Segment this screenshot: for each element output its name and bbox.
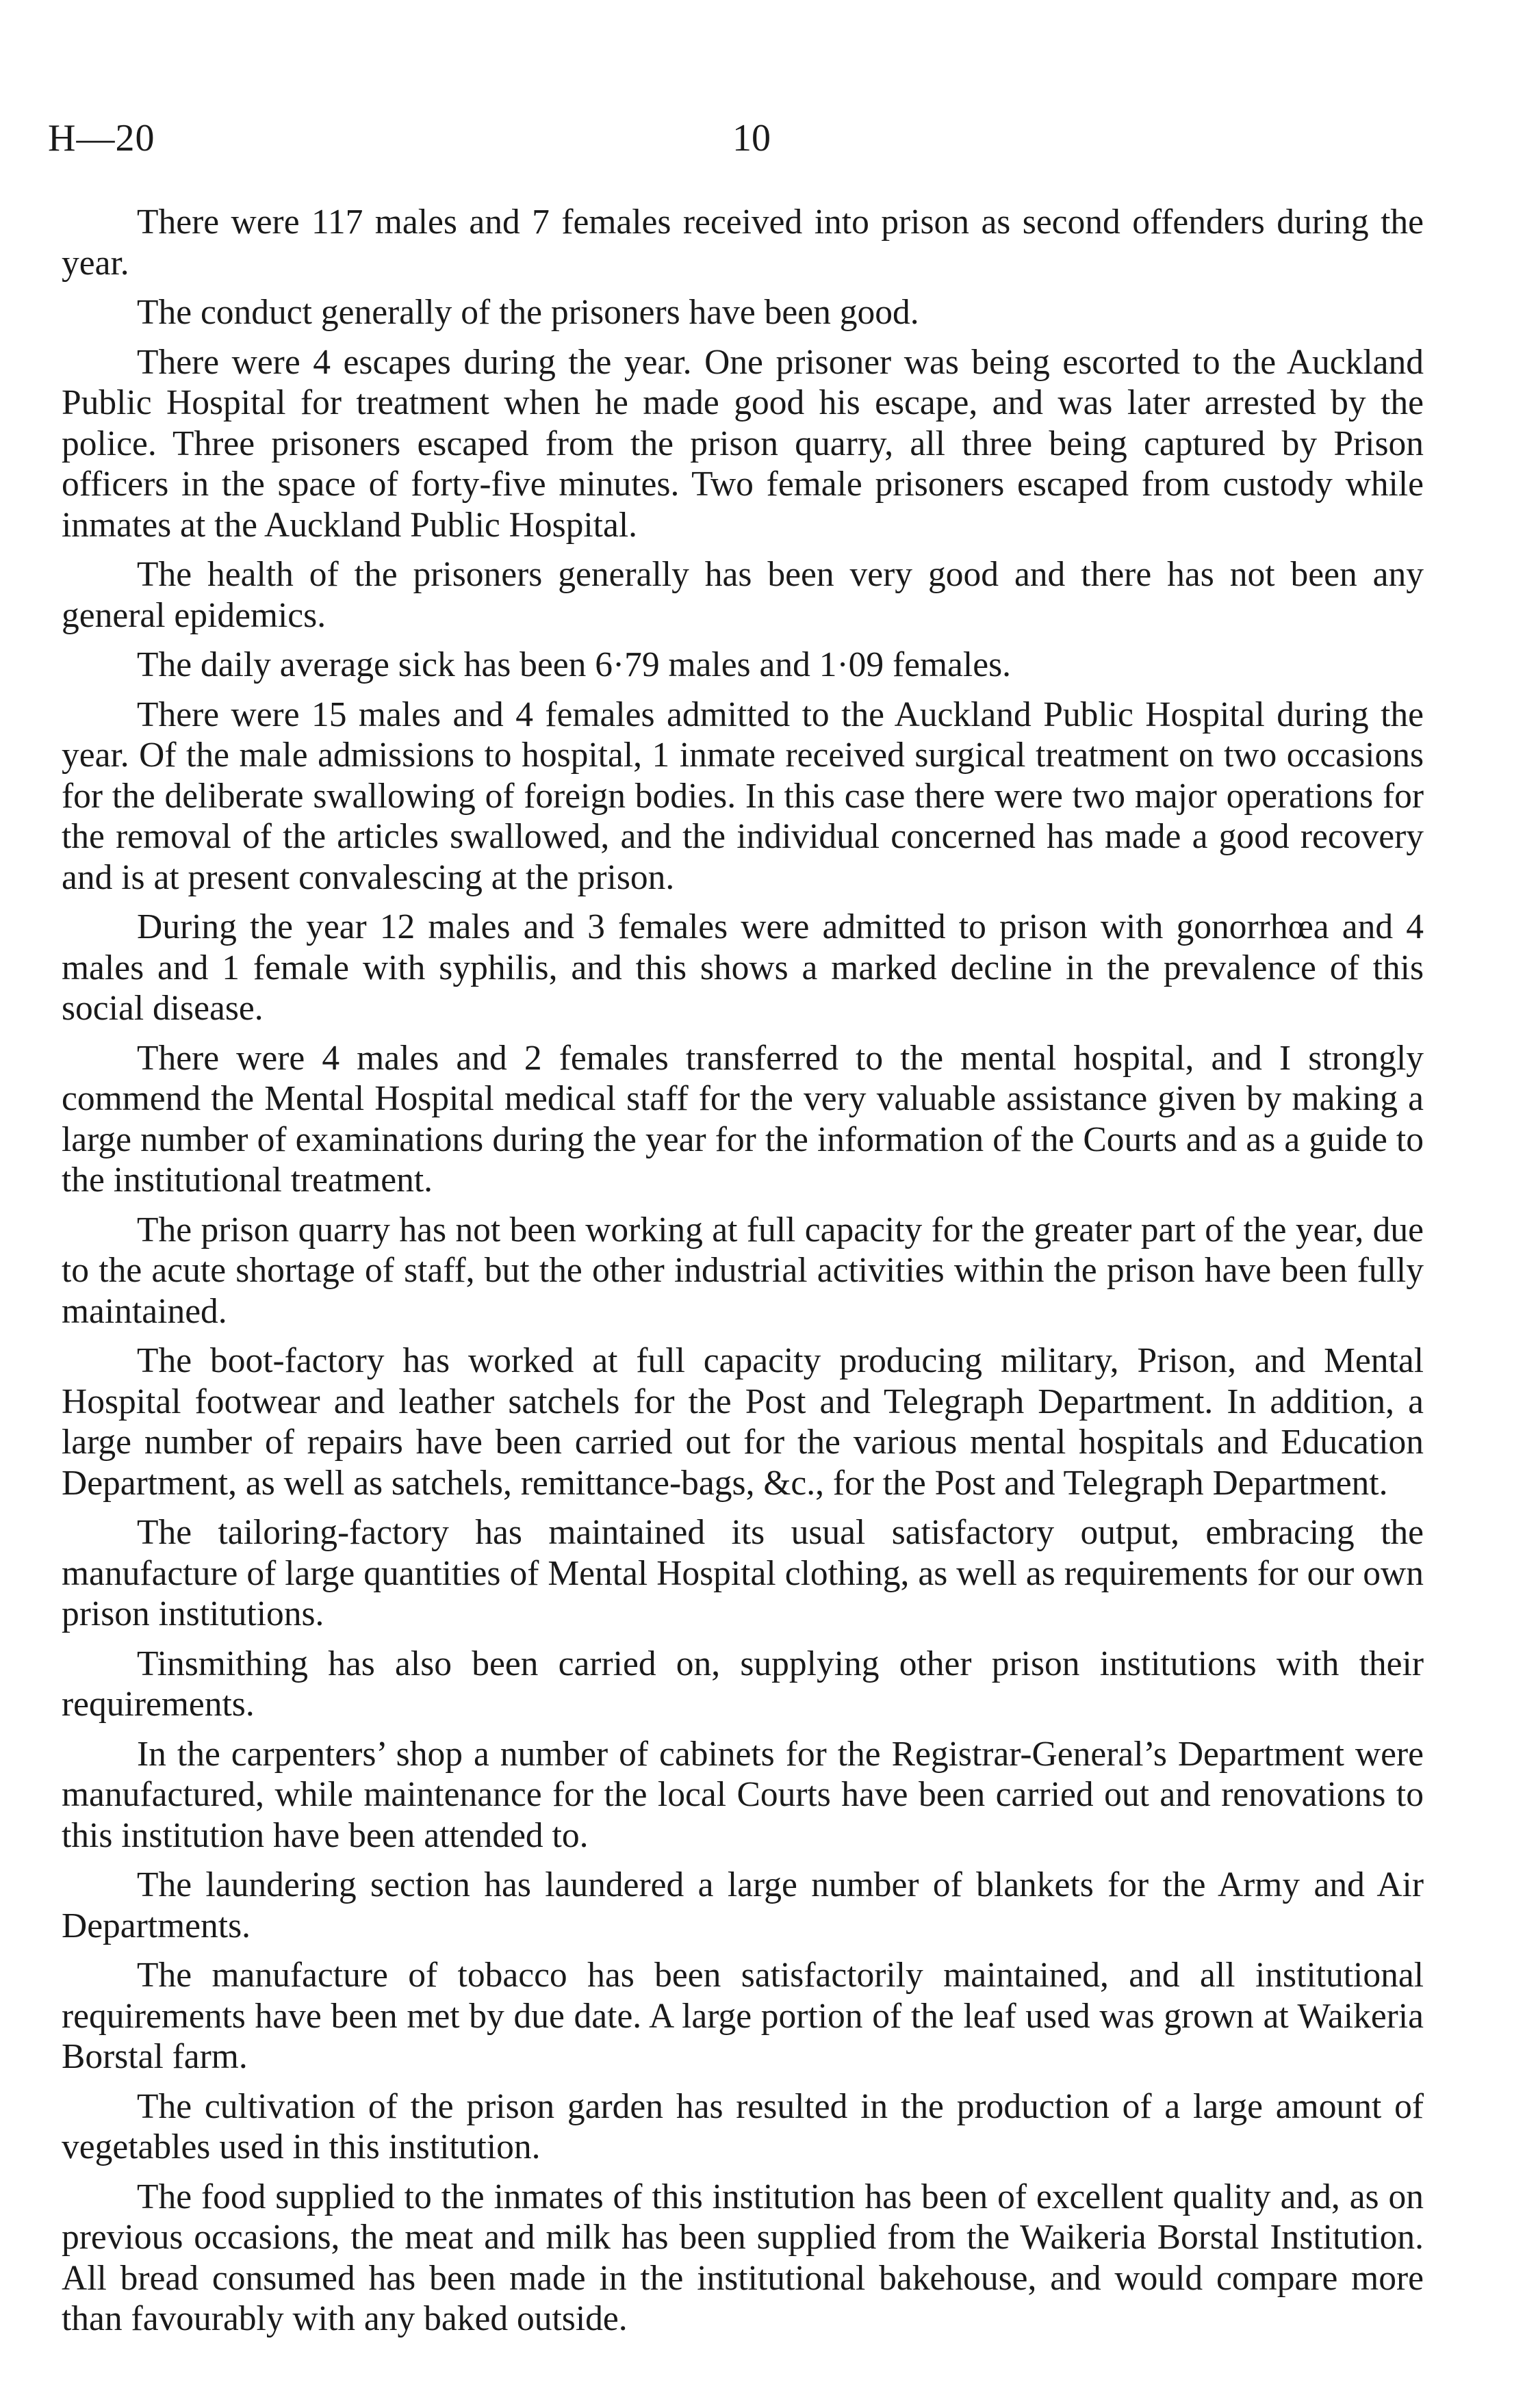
paragraph-conduct: The conduct generally of the prisoners have been good. <box>137 293 919 332</box>
paragraph-second-offenders: There were 117 males and 7 females received into prison as second offenders during the year. <box>62 203 1424 283</box>
paragraph-tinsmithing: Tinsmithing has also been carried on, supplying other prison institutions with their requirements. <box>62 1644 1424 1724</box>
paragraph-tailoring: The tailoring-factory has maintained its usual satisfactory output, embracing the manufacture of large quantities of Mental Hospital clothing, as well as requirements for our own prison institutions. <box>62 1513 1424 1633</box>
paragraph-quarry: The prison quarry has not been working at full capacity for the greater part of the year, due to the acute shortage of staff, but the other industrial activities within the prison have been fully maintained. <box>62 1210 1424 1331</box>
paragraph-disease: During the year 12 males and 3 females were admitted to prison with gonorrhœa and 4 males and 1 female with syphilis, and this shows a marked decline in the prevalence of this social disease. <box>62 907 1424 1028</box>
page-number: 10 <box>732 117 771 159</box>
paragraph-mental-hospital: There were 4 males and 2 females transferred to the mental hospital, and I strongly commend the Mental Hospital medical staff for the very valuable assistance given by making a large number of examinations during the year for the information of the Courts and as a guide to the institutional treatment. <box>62 1038 1424 1200</box>
paragraph-food: The food supplied to the inmates of this institution has been of excellent quality and, as on previous occasions, the meat and milk has been supplied from the Waikeria Borstal Institution. All bread consumed has been made in the institutional bakehouse, and would compare more than favourably with any baked outside. <box>62 2177 1424 2338</box>
paragraph-garden: The cultivation of the prison garden has resulted in the production of a large amount of vegetables used in this institution. <box>62 2086 1424 2166</box>
paragraph-boot-factory: The boot-factory has worked at full capacity producing military, Prison, and Mental Hospital footwear and leather satchels for the Post and Telegraph Department. In addition, a large number of repairs have been carried out for the various mental hospitals and Education Department, as well as satchels, remittance-bags, &c., for the Post and Telegraph Department. <box>62 1341 1424 1503</box>
paragraph-tobacco: The manufacture of tobacco has been satisfactorily maintained, and all institutional requirements have been met by due date. A large portion of the leaf used was grown at Waikeria Borstal farm. <box>62 1956 1424 2076</box>
body-text <box>62 202 1424 2348</box>
document-code: H—20 <box>48 117 155 159</box>
paragraph-laundering: The laundering section has laundered a large number of blankets for the Army and Air Departments. <box>62 1865 1424 1945</box>
page-header <box>48 116 1431 171</box>
paragraph-escapes: There were 4 escapes during the year. One prisoner was being escorted to the Auckland Public Hospital for treatment when he made good his escape, and was later arrested by the police. Three prisoners escaped from the prison quarry, all three being captured by Prison officers in the space of forty-five minutes. Two female prisoners escaped from custody while inmates at the Auckland Public Hospital. <box>62 342 1424 545</box>
paragraph-health: The health of the prisoners generally has been very good and there has not been any general epidemics. <box>62 555 1424 635</box>
paragraph-daily-sick: The daily average sick has been 6·79 males and 1·09 females. <box>137 645 1011 684</box>
paragraph-carpenters: In the carpenters’ shop a number of cabinets for the Registrar-General’s Department were manufactured, while maintenance for the local Courts have been carried out and renovations to this institution have been attended to. <box>62 1734 1424 1855</box>
paragraph-hospital-admissions: There were 15 males and 4 females admitted to the Auckland Public Hospital during the year. Of the male admissions to hospital, 1 inmate received surgical treatment on two occasions for the deliberate swallowing of foreign bodies. In this case there were two major operations for the removal of the articles swallowed, and the individual concerned has made a good recovery and is at present convalescing at the prison. <box>62 695 1424 897</box>
